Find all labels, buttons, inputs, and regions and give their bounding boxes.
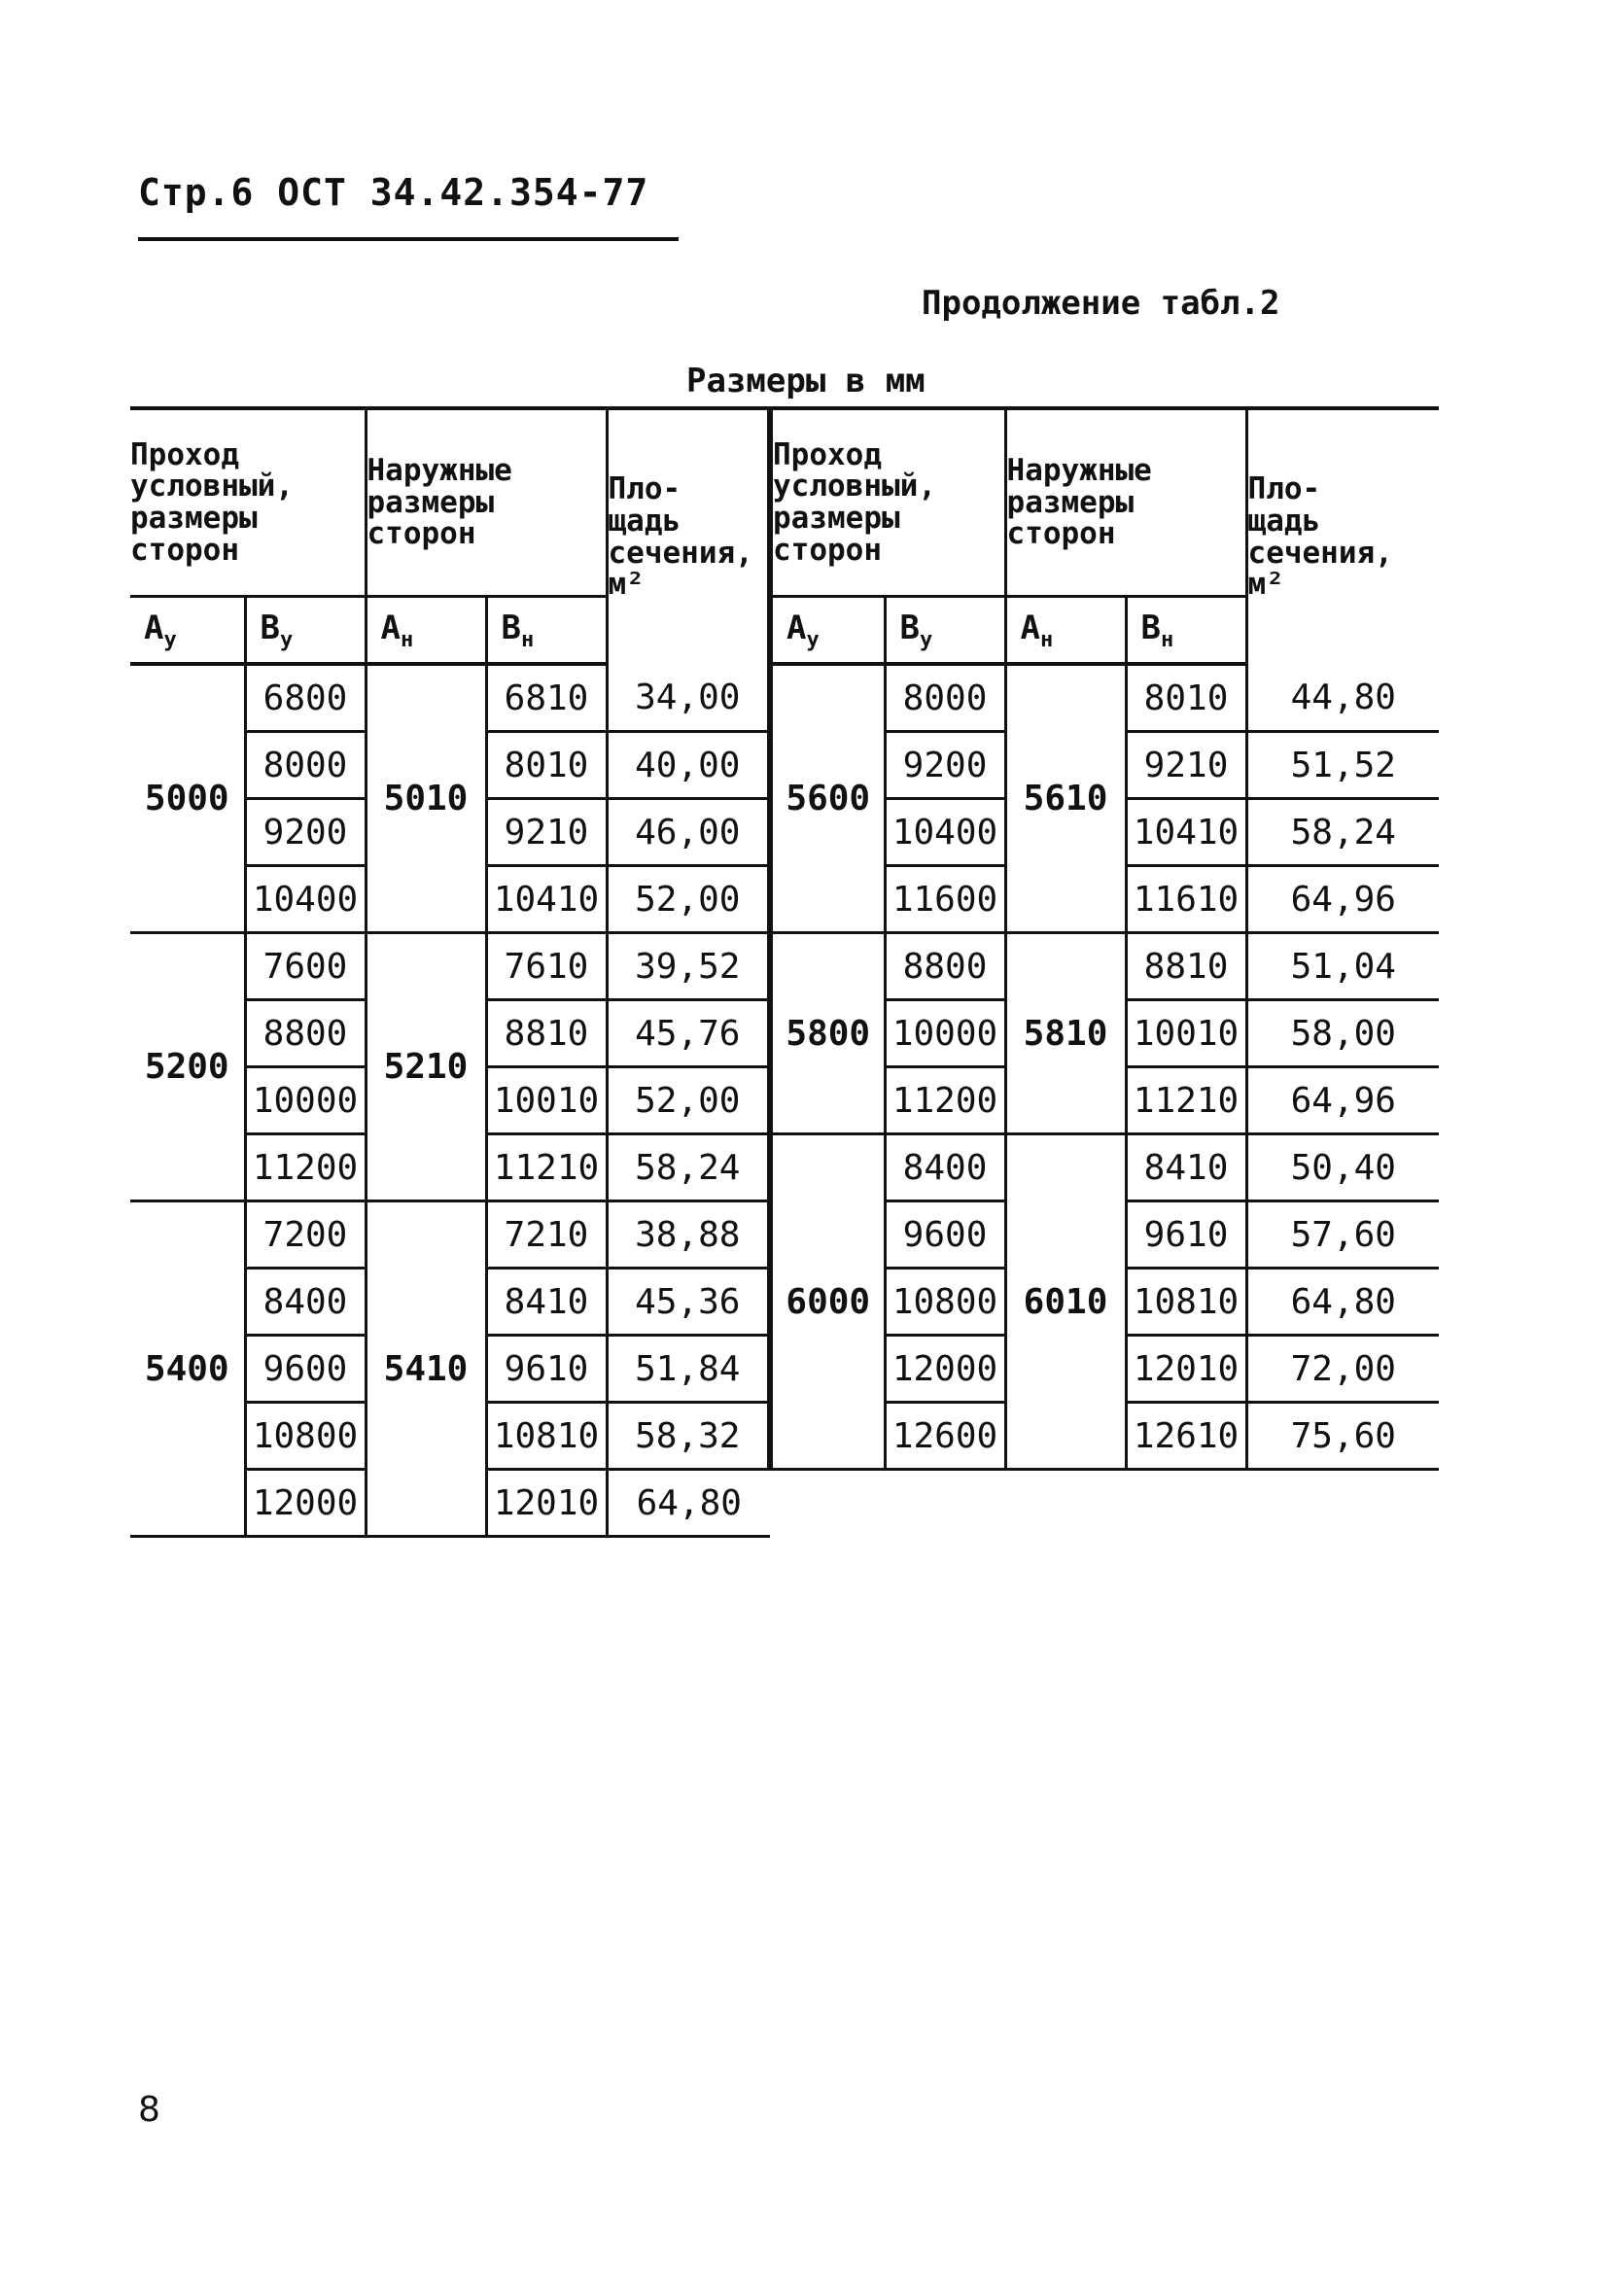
area-cell: 58,00 xyxy=(1246,1000,1439,1067)
pass-b-cell: 12000 xyxy=(885,1336,1005,1403)
pass-a-cell: 5800 xyxy=(770,933,885,1134)
empty-cell xyxy=(1005,1470,1126,1537)
area-cell: 45,36 xyxy=(607,1269,770,1336)
header-area-right: Пло- щадь сечения, м² xyxy=(1246,408,1439,664)
pass-b-cell: 12000 xyxy=(245,1470,366,1537)
dimensions-table xyxy=(130,406,1439,1538)
outer-b-cell: 7210 xyxy=(486,1201,607,1269)
pass-b-cell: 8000 xyxy=(885,664,1005,732)
area-cell: 46,00 xyxy=(607,799,770,866)
area-cell: 58,32 xyxy=(607,1403,770,1470)
pass-b-cell: 9600 xyxy=(885,1201,1005,1269)
area-cell: 45,76 xyxy=(607,1000,770,1067)
pass-b-cell: 7600 xyxy=(245,933,366,1000)
pass-b-cell: 9600 xyxy=(245,1336,366,1403)
pass-a-cell: 5000 xyxy=(130,664,245,933)
pass-a-cell: 5400 xyxy=(130,1201,245,1537)
empty-cell xyxy=(885,1470,1005,1537)
outer-a-cell: 6010 xyxy=(1005,1134,1126,1470)
header-pass-left: Проход условный, размеры сторон xyxy=(130,408,366,597)
table-row xyxy=(130,664,1439,732)
outer-a-cell: 5410 xyxy=(366,1201,486,1537)
pass-b-cell: 8000 xyxy=(245,732,366,799)
pass-b-cell: 10000 xyxy=(245,1067,366,1134)
pass-b-cell: 8400 xyxy=(245,1269,366,1336)
area-cell: 38,88 xyxy=(607,1201,770,1269)
area-cell: 44,80 xyxy=(1246,664,1439,732)
pass-b-cell: 8400 xyxy=(885,1134,1005,1201)
table-row xyxy=(130,1134,1439,1201)
area-cell: 64,80 xyxy=(1246,1269,1439,1336)
outer-b-cell: 9610 xyxy=(1126,1201,1246,1269)
outer-b-cell: 8410 xyxy=(486,1269,607,1336)
outer-b-cell: 8410 xyxy=(1126,1134,1246,1201)
outer-b-cell: 12010 xyxy=(486,1470,607,1537)
header-a-y-right: $А_у$ xyxy=(770,597,885,665)
area-cell: 50,40 xyxy=(1246,1134,1439,1201)
outer-b-cell: 12610 xyxy=(1126,1403,1246,1470)
pass-a-cell: 5200 xyxy=(130,933,245,1201)
pass-b-cell: 8800 xyxy=(245,1000,366,1067)
pass-b-cell: 7200 xyxy=(245,1201,366,1269)
area-cell: 64,96 xyxy=(1246,866,1439,933)
pass-b-cell: 9200 xyxy=(245,799,366,866)
empty-cell xyxy=(770,1470,885,1537)
empty-cell xyxy=(1126,1470,1246,1537)
outer-a-cell: 5610 xyxy=(1005,664,1126,933)
outer-b-cell: 6810 xyxy=(486,664,607,732)
outer-b-cell: 7610 xyxy=(486,933,607,1000)
outer-a-cell: 5010 xyxy=(366,664,486,933)
pass-b-cell: 9200 xyxy=(885,732,1005,799)
area-cell: 34,00 xyxy=(607,664,770,732)
pass-b-cell: 10800 xyxy=(885,1269,1005,1336)
pass-b-cell: 10400 xyxy=(885,799,1005,866)
area-cell: 64,96 xyxy=(1246,1067,1439,1134)
header-a-y-left: $А_у$ xyxy=(130,597,245,665)
outer-b-cell: 8810 xyxy=(1126,933,1246,1000)
pass-a-cell: 6000 xyxy=(770,1134,885,1470)
pass-b-cell: 6800 xyxy=(245,664,366,732)
area-cell: 52,00 xyxy=(607,1067,770,1134)
area-cell: 39,52 xyxy=(607,933,770,1000)
pass-b-cell: 8800 xyxy=(885,933,1005,1000)
table-body xyxy=(130,664,1439,1537)
outer-b-cell: 8010 xyxy=(1126,664,1246,732)
pass-b-cell: 11200 xyxy=(885,1067,1005,1134)
area-cell: 52,00 xyxy=(607,866,770,933)
pass-b-cell: 12600 xyxy=(885,1403,1005,1470)
outer-b-cell: 9210 xyxy=(1126,732,1246,799)
header-outer-right: Наружные размеры сторон xyxy=(1005,408,1246,597)
outer-b-cell: 11610 xyxy=(1126,866,1246,933)
area-cell: 58,24 xyxy=(1246,799,1439,866)
outer-a-cell: 5210 xyxy=(366,933,486,1201)
outer-b-cell: 10810 xyxy=(486,1403,607,1470)
pass-a-cell: 5600 xyxy=(770,664,885,933)
table-row xyxy=(130,1470,1439,1537)
header-b-y-right: $В_у$ xyxy=(885,597,1005,665)
header-b-n-left: $В_н$ xyxy=(486,597,607,665)
pass-b-cell: 10000 xyxy=(885,1000,1005,1067)
outer-b-cell: 11210 xyxy=(486,1134,607,1201)
area-cell: 75,60 xyxy=(1246,1403,1439,1470)
document-header: Стр.6 ОСТ 34.42.354-77 xyxy=(138,171,649,214)
outer-b-cell: 12010 xyxy=(1126,1336,1246,1403)
area-cell: 40,00 xyxy=(607,732,770,799)
outer-b-cell: 10010 xyxy=(486,1067,607,1134)
area-cell: 51,04 xyxy=(1246,933,1439,1000)
outer-b-cell: 9210 xyxy=(486,799,607,866)
header-a-n-left: $А_н$ xyxy=(366,597,486,665)
table-continuation-label: Продолжение табл.2 xyxy=(922,284,1280,323)
outer-b-cell: 10410 xyxy=(1126,799,1246,866)
outer-b-cell: 10410 xyxy=(486,866,607,933)
outer-b-cell: 11210 xyxy=(1126,1067,1246,1134)
area-cell: 58,24 xyxy=(607,1134,770,1201)
area-cell: 57,60 xyxy=(1246,1201,1439,1269)
pass-b-cell: 10400 xyxy=(245,866,366,933)
header-rule xyxy=(138,237,679,241)
empty-cell xyxy=(1246,1470,1439,1537)
outer-b-cell: 10010 xyxy=(1126,1000,1246,1067)
pass-b-cell: 10800 xyxy=(245,1403,366,1470)
outer-a-cell: 5810 xyxy=(1005,933,1126,1134)
outer-b-cell: 8810 xyxy=(486,1000,607,1067)
table-row xyxy=(130,933,1439,1000)
pass-b-cell: 11200 xyxy=(245,1134,366,1201)
outer-b-cell: 9610 xyxy=(486,1336,607,1403)
page-number: 8 xyxy=(138,2090,160,2130)
header-b-n-right: $В_н$ xyxy=(1126,597,1246,665)
outer-b-cell: 10810 xyxy=(1126,1269,1246,1336)
header-outer-left: Наружные размеры сторон xyxy=(366,408,607,597)
area-cell: 64,80 xyxy=(607,1470,770,1537)
area-cell: 51,84 xyxy=(607,1336,770,1403)
header-b-y-left: $В_у$ xyxy=(245,597,366,665)
header-area-left: Пло- щадь сечения, м² xyxy=(607,408,770,664)
units-label: Размеры в мм xyxy=(686,362,926,400)
area-cell: 51,52 xyxy=(1246,732,1439,799)
pass-b-cell: 11600 xyxy=(885,866,1005,933)
outer-b-cell: 8010 xyxy=(486,732,607,799)
area-cell: 72,00 xyxy=(1246,1336,1439,1403)
header-a-n-right: $А_н$ xyxy=(1005,597,1126,665)
header-pass-right: Проход условный, размеры сторон xyxy=(770,408,1005,597)
